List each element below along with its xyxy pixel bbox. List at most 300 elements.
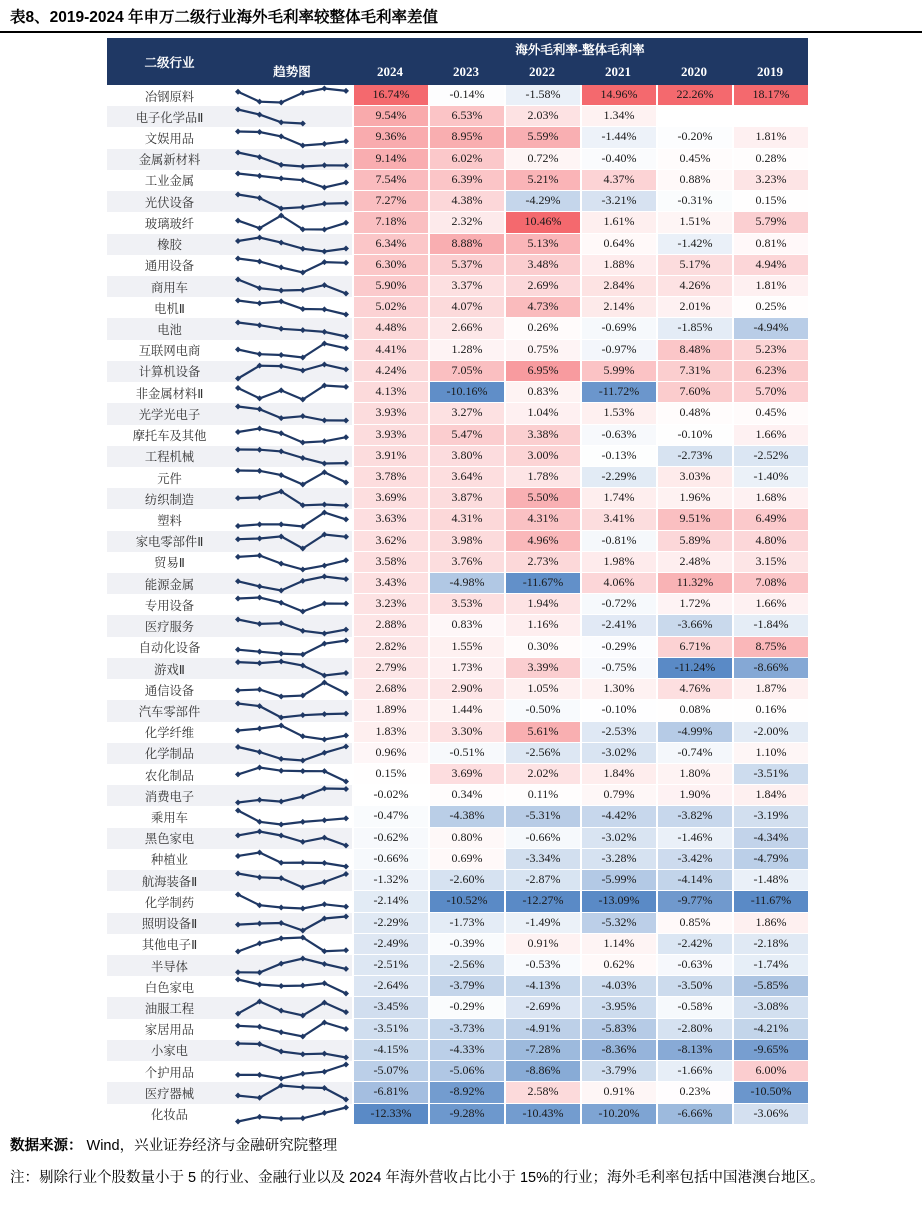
value-cell: 1.81% xyxy=(732,276,808,297)
value-cell: 7.08% xyxy=(732,573,808,594)
industry-name: 非金属材料Ⅱ xyxy=(135,386,204,401)
value-cell: 3.98% xyxy=(428,531,504,552)
value-cell: -3.28% xyxy=(580,849,656,870)
value-cell: 0.15% xyxy=(352,764,428,785)
table-row xyxy=(107,425,808,446)
trend-cell xyxy=(232,913,352,934)
trend-sparkline xyxy=(233,637,351,658)
value-cell: 1.88% xyxy=(580,255,656,276)
trend-sparkline xyxy=(233,85,351,106)
trend-cell xyxy=(232,234,352,255)
trend-cell xyxy=(232,149,352,170)
value-cell: -10.20% xyxy=(580,1104,656,1125)
trend-sparkline xyxy=(233,870,351,891)
trend-sparkline xyxy=(233,531,351,552)
trend-sparkline xyxy=(233,128,351,149)
value-cell: -2.69% xyxy=(504,997,580,1018)
value-cell: 3.39% xyxy=(504,658,580,679)
value-cell: 6.39% xyxy=(428,170,504,191)
trend-cell xyxy=(232,1061,352,1082)
value-cell: -3.45% xyxy=(352,997,428,1018)
value-cell: 1.66% xyxy=(732,425,808,446)
value-cell: 1.61% xyxy=(580,212,656,233)
value-cell: -0.20% xyxy=(656,127,732,148)
value-cell: -3.50% xyxy=(656,976,732,997)
industry-name: 光学光电子 xyxy=(107,403,232,424)
trend-sparkline xyxy=(233,255,351,276)
value-cell: -1.46% xyxy=(656,828,732,849)
value-cell: -4.38% xyxy=(428,806,504,827)
trend-sparkline xyxy=(233,573,351,594)
data-source-line xyxy=(10,1134,913,1155)
value-cell: 3.00% xyxy=(504,446,580,467)
value-cell: 22.26% xyxy=(656,85,732,106)
trend-cell xyxy=(232,531,352,552)
value-cell: 8.48% xyxy=(656,340,732,361)
table-row xyxy=(107,127,808,148)
value-cell: 6.95% xyxy=(504,361,580,382)
industry-name: 电子化学品Ⅱ xyxy=(107,106,232,127)
value-cell: 0.69% xyxy=(428,849,504,870)
value-cell: 1.73% xyxy=(428,658,504,679)
value-cell: -1.49% xyxy=(504,913,580,934)
value-cell: 9.54% xyxy=(352,106,428,127)
value-cell: -0.02% xyxy=(352,785,428,806)
value-cell: 3.43% xyxy=(352,573,428,594)
value-cell: 0.91% xyxy=(504,934,580,955)
value-cell: 2.48% xyxy=(656,552,732,573)
value-cell: 4.76% xyxy=(656,679,732,700)
industry-name: 个护用品 xyxy=(144,1065,195,1080)
value-cell: -0.72% xyxy=(580,594,656,615)
trend-sparkline xyxy=(233,891,351,912)
industry-name: 小家电 xyxy=(107,1040,232,1061)
header-year: 2022 xyxy=(529,64,555,79)
value-cell: -10.43% xyxy=(504,1104,580,1125)
table-row xyxy=(107,828,808,849)
table-row xyxy=(107,764,808,785)
value-cell: 5.50% xyxy=(504,488,580,509)
value-cell: -0.58% xyxy=(656,997,732,1018)
value-cell: 11.32% xyxy=(656,573,732,594)
trend-cell xyxy=(232,297,352,318)
table-row xyxy=(107,255,808,276)
value-cell: 0.85% xyxy=(656,913,732,934)
data-source-text: Wind，兴业证券经济与金融研究院整理 xyxy=(82,1138,338,1154)
table-row xyxy=(107,318,808,339)
value-cell: -0.51% xyxy=(428,743,504,764)
value-cell: 5.02% xyxy=(352,297,428,318)
header-year: 2019 xyxy=(757,64,783,79)
value-cell: 5.47% xyxy=(428,425,504,446)
trend-cell xyxy=(232,1104,352,1125)
value-cell: -0.10% xyxy=(656,425,732,446)
value-cell: 4.80% xyxy=(732,531,808,552)
value-cell: -4.21% xyxy=(732,1019,808,1040)
header-year: 2020 xyxy=(681,64,707,79)
trend-sparkline xyxy=(233,807,351,828)
value-cell: -4.34% xyxy=(732,828,808,849)
value-cell: 2.03% xyxy=(504,106,580,127)
trend-cell xyxy=(232,806,352,827)
trend-cell xyxy=(232,85,352,106)
trend-sparkline xyxy=(233,488,351,509)
value-cell: 3.41% xyxy=(580,509,656,530)
trend-sparkline xyxy=(233,1019,351,1040)
page-title: 表8、2019-2024 年申万二级行业海外毛利率较整体毛利率差值 xyxy=(10,9,439,26)
value-cell: 5.21% xyxy=(504,170,580,191)
table-row xyxy=(107,1019,808,1040)
value-cell: 0.26% xyxy=(504,318,580,339)
table-row xyxy=(107,212,808,233)
industry-name: 化学纤维 xyxy=(144,726,195,741)
trend-sparkline xyxy=(233,403,351,424)
value-cell: 1.28% xyxy=(428,340,504,361)
trend-sparkline xyxy=(233,425,351,446)
value-cell: -1.73% xyxy=(428,913,504,934)
table-row xyxy=(107,913,808,934)
value-cell: -12.27% xyxy=(504,891,580,912)
value-cell: 3.27% xyxy=(428,403,504,424)
table-row xyxy=(107,934,808,955)
value-cell: 0.62% xyxy=(580,955,656,976)
table-body xyxy=(107,85,808,1125)
value-cell: 0.96% xyxy=(352,743,428,764)
value-cell: -2.18% xyxy=(732,934,808,955)
value-cell: 3.87% xyxy=(428,488,504,509)
value-cell: 3.58% xyxy=(352,552,428,573)
value-cell: 3.03% xyxy=(656,467,732,488)
trend-cell xyxy=(232,382,352,403)
value-cell: -0.31% xyxy=(656,191,732,212)
value-cell: 8.75% xyxy=(732,637,808,658)
trend-cell xyxy=(232,679,352,700)
trend-sparkline xyxy=(233,234,351,255)
trend-sparkline xyxy=(233,1082,351,1103)
value-cell: -0.39% xyxy=(428,934,504,955)
trend-cell xyxy=(232,552,352,573)
value-cell: -2.14% xyxy=(352,891,428,912)
value-cell: 7.31% xyxy=(656,361,732,382)
table-row xyxy=(107,531,808,552)
value-cell: 4.06% xyxy=(580,573,656,594)
trend-sparkline xyxy=(233,170,351,191)
trend-cell xyxy=(232,318,352,339)
trend-sparkline xyxy=(233,785,351,806)
trend-cell xyxy=(232,849,352,870)
value-cell: -2.53% xyxy=(580,722,656,743)
industry-name: 计算机设备 xyxy=(107,361,232,382)
value-cell xyxy=(732,106,808,127)
table-row xyxy=(107,700,808,721)
table-row xyxy=(107,446,808,467)
trend-cell xyxy=(232,276,352,297)
industry-name: 橡胶 xyxy=(107,234,232,255)
trend-cell xyxy=(232,106,352,127)
value-cell: -3.51% xyxy=(352,1019,428,1040)
trend-cell xyxy=(232,1019,352,1040)
value-cell: 7.60% xyxy=(656,382,732,403)
trend-sparkline xyxy=(233,446,351,467)
table-row xyxy=(107,467,808,488)
trend-sparkline xyxy=(233,998,351,1019)
value-cell: -8.36% xyxy=(580,1040,656,1061)
value-cell: 9.36% xyxy=(352,127,428,148)
value-cell: -1.42% xyxy=(656,234,732,255)
value-cell: 3.78% xyxy=(352,467,428,488)
value-cell: 3.30% xyxy=(428,722,504,743)
value-cell: 4.13% xyxy=(352,382,428,403)
value-cell: -6.81% xyxy=(352,1082,428,1103)
trend-sparkline xyxy=(233,361,351,382)
value-cell: 2.88% xyxy=(352,615,428,636)
value-cell: -2.56% xyxy=(504,743,580,764)
value-cell: 3.93% xyxy=(352,403,428,424)
table-row xyxy=(107,488,808,509)
value-cell: -13.09% xyxy=(580,891,656,912)
table-row xyxy=(107,743,808,764)
trend-sparkline xyxy=(233,552,351,573)
value-cell: 4.31% xyxy=(504,509,580,530)
value-cell: 5.90% xyxy=(352,276,428,297)
industry-name: 白色家电 xyxy=(144,980,195,995)
value-cell: 0.11% xyxy=(504,785,580,806)
value-cell: 4.41% xyxy=(352,340,428,361)
value-cell: 5.59% xyxy=(504,127,580,148)
value-cell: 8.88% xyxy=(428,234,504,255)
value-cell: 10.46% xyxy=(504,212,580,233)
industry-name: 汽车零部件 xyxy=(107,700,232,721)
value-cell: 1.83% xyxy=(352,722,428,743)
table-row xyxy=(107,149,808,170)
value-cell: 7.18% xyxy=(352,212,428,233)
value-cell: 0.30% xyxy=(504,637,580,658)
table-row xyxy=(107,1082,808,1103)
value-cell: 2.84% xyxy=(580,276,656,297)
value-cell: 4.38% xyxy=(428,191,504,212)
value-cell: -3.82% xyxy=(656,806,732,827)
value-cell: 0.45% xyxy=(732,403,808,424)
value-cell: -5.85% xyxy=(732,976,808,997)
industry-name: 化学制品 xyxy=(107,743,232,764)
value-cell: 1.80% xyxy=(656,764,732,785)
value-cell: 0.75% xyxy=(504,340,580,361)
value-cell: -5.83% xyxy=(580,1019,656,1040)
value-cell: 2.66% xyxy=(428,318,504,339)
value-cell: -0.74% xyxy=(656,743,732,764)
value-cell: -3.06% xyxy=(732,1104,808,1125)
table-header xyxy=(107,38,808,85)
value-cell: -3.42% xyxy=(656,849,732,870)
value-cell: 3.15% xyxy=(732,552,808,573)
trend-sparkline xyxy=(233,976,351,997)
trend-cell xyxy=(232,700,352,721)
value-cell: -9.65% xyxy=(732,1040,808,1061)
industry-name: 文娱用品 xyxy=(144,132,195,147)
trend-cell xyxy=(232,467,352,488)
value-cell: -4.15% xyxy=(352,1040,428,1061)
trend-sparkline xyxy=(233,743,351,764)
value-cell: 1.51% xyxy=(656,212,732,233)
value-cell: 5.70% xyxy=(732,382,808,403)
trend-sparkline xyxy=(233,509,351,530)
trend-cell xyxy=(232,870,352,891)
value-cell: -5.06% xyxy=(428,1061,504,1082)
value-cell: -2.49% xyxy=(352,934,428,955)
industry-name: 黑色家电 xyxy=(107,828,232,849)
value-cell: 1.04% xyxy=(504,403,580,424)
trend-cell xyxy=(232,255,352,276)
value-cell: 1.44% xyxy=(428,700,504,721)
industry-name: 通用设备 xyxy=(144,259,195,274)
value-cell: -5.32% xyxy=(580,913,656,934)
value-cell: -2.29% xyxy=(352,913,428,934)
value-cell: -3.21% xyxy=(580,191,656,212)
value-cell: -10.50% xyxy=(732,1082,808,1103)
value-cell: -11.24% xyxy=(656,658,732,679)
value-cell: 1.78% xyxy=(504,467,580,488)
trend-cell xyxy=(232,340,352,361)
value-cell: -3.95% xyxy=(580,997,656,1018)
value-cell: -2.64% xyxy=(352,976,428,997)
value-cell: -0.13% xyxy=(580,446,656,467)
industry-name: 消费电子 xyxy=(107,785,232,806)
industry-name: 医疗器械 xyxy=(107,1082,232,1103)
value-cell: 2.02% xyxy=(504,764,580,785)
value-cell: 3.63% xyxy=(352,509,428,530)
trend-cell xyxy=(232,488,352,509)
industry-name: 能源金属 xyxy=(107,573,232,594)
value-cell: 3.37% xyxy=(428,276,504,297)
value-cell: 5.37% xyxy=(428,255,504,276)
industry-name: 家电零部件Ⅱ xyxy=(107,531,232,552)
value-cell: -3.79% xyxy=(428,976,504,997)
value-cell: -1.74% xyxy=(732,955,808,976)
industry-name: 金属新材料 xyxy=(107,149,232,170)
value-cell: 9.51% xyxy=(656,509,732,530)
value-cell: 6.30% xyxy=(352,255,428,276)
value-cell: 1.30% xyxy=(580,679,656,700)
value-cell: 7.54% xyxy=(352,170,428,191)
value-cell: -1.85% xyxy=(656,318,732,339)
value-cell: 2.79% xyxy=(352,658,428,679)
industry-name: 家居用品 xyxy=(144,1023,195,1038)
table-row xyxy=(107,637,808,658)
value-cell: 3.91% xyxy=(352,446,428,467)
value-cell: -2.41% xyxy=(580,615,656,636)
value-cell: 8.95% xyxy=(428,127,504,148)
industry-name: 工业金属 xyxy=(144,174,195,189)
value-cell: -0.63% xyxy=(580,425,656,446)
value-cell: -2.87% xyxy=(504,870,580,891)
value-cell: 3.93% xyxy=(352,425,428,446)
value-cell: 1.34% xyxy=(580,106,656,127)
industry-name: 半导体 xyxy=(107,955,232,976)
trend-cell xyxy=(232,828,352,849)
value-cell: 2.32% xyxy=(428,212,504,233)
value-cell: 1.87% xyxy=(732,679,808,700)
table-row xyxy=(107,340,808,361)
value-cell: 18.17% xyxy=(732,85,808,106)
footer xyxy=(10,1134,913,1194)
industry-name: 通信设备 xyxy=(144,683,195,698)
value-cell: 1.96% xyxy=(656,488,732,509)
value-cell: -4.99% xyxy=(656,722,732,743)
title-divider xyxy=(0,31,922,33)
value-cell: -3.19% xyxy=(732,806,808,827)
trend-cell xyxy=(232,955,352,976)
value-cell: -2.52% xyxy=(732,446,808,467)
value-cell: -4.03% xyxy=(580,976,656,997)
value-cell: -3.34% xyxy=(504,849,580,870)
value-cell: 4.94% xyxy=(732,255,808,276)
value-cell: 5.79% xyxy=(732,212,808,233)
table-row xyxy=(107,382,808,403)
trend-sparkline xyxy=(233,1061,351,1082)
value-cell: -0.40% xyxy=(580,149,656,170)
table-row xyxy=(107,191,808,212)
trend-cell xyxy=(232,425,352,446)
table-row xyxy=(107,573,808,594)
trend-sparkline xyxy=(233,1040,351,1061)
table-row xyxy=(107,806,808,827)
value-cell: 1.89% xyxy=(352,700,428,721)
industry-name: 游戏Ⅱ xyxy=(107,658,232,679)
table-row xyxy=(107,955,808,976)
value-cell: -4.79% xyxy=(732,849,808,870)
value-cell: -1.40% xyxy=(732,467,808,488)
value-cell: 3.69% xyxy=(352,488,428,509)
industry-name: 摩托车及其他 xyxy=(132,429,207,444)
value-cell: -3.02% xyxy=(580,828,656,849)
value-cell: -3.51% xyxy=(732,764,808,785)
table-row xyxy=(107,849,808,870)
value-cell: 2.01% xyxy=(656,297,732,318)
value-cell: 6.34% xyxy=(352,234,428,255)
industry-name: 医疗服务 xyxy=(107,615,232,636)
table-row xyxy=(107,785,808,806)
value-cell: 6.02% xyxy=(428,149,504,170)
table-row xyxy=(107,106,808,127)
trend-sparkline xyxy=(233,276,351,297)
value-cell: -3.02% xyxy=(580,743,656,764)
value-cell: 3.64% xyxy=(428,467,504,488)
table-row xyxy=(107,658,808,679)
trend-cell xyxy=(232,934,352,955)
trend-sparkline xyxy=(233,679,351,700)
value-cell: 0.25% xyxy=(732,297,808,318)
value-cell: 1.68% xyxy=(732,488,808,509)
trend-sparkline xyxy=(233,828,351,849)
value-cell: -11.72% xyxy=(580,382,656,403)
trend-sparkline xyxy=(233,1104,351,1125)
value-cell: 16.74% xyxy=(352,85,428,106)
value-cell: 0.23% xyxy=(656,1082,732,1103)
header-industry: 二级行业 xyxy=(144,55,195,70)
trend-cell xyxy=(232,976,352,997)
value-cell: -3.73% xyxy=(428,1019,504,1040)
value-cell: 1.98% xyxy=(580,552,656,573)
value-cell: 3.69% xyxy=(428,764,504,785)
trend-sparkline xyxy=(233,955,351,976)
value-cell: 4.37% xyxy=(580,170,656,191)
trend-cell xyxy=(232,1082,352,1103)
trend-sparkline xyxy=(233,934,351,955)
value-cell: -1.44% xyxy=(580,127,656,148)
header-values-group xyxy=(352,38,808,85)
industry-name: 油服工程 xyxy=(107,997,232,1018)
trend-sparkline xyxy=(233,849,351,870)
